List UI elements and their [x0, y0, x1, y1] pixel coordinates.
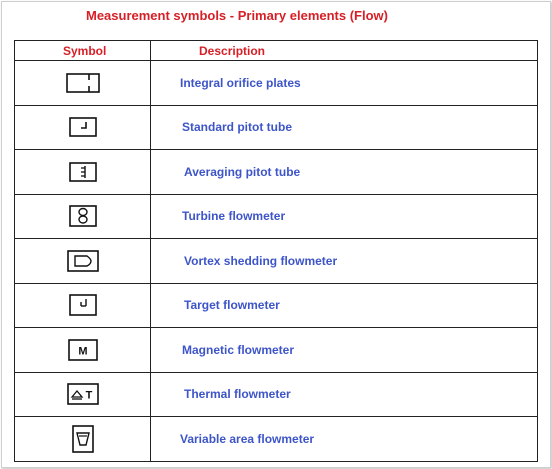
table-row — [15, 61, 538, 106]
symbol-cell — [15, 61, 151, 106]
table-row — [15, 150, 538, 195]
standard-pitot-icon — [69, 117, 97, 137]
description-cell: Variable area flowmeter — [151, 417, 538, 462]
description-cell: Magnetic flowmeter — [151, 328, 538, 373]
turbine-icon — [69, 205, 97, 227]
page-title: Measurement symbols - Primary elements (Flow) — [86, 8, 388, 23]
table-row — [15, 239, 538, 284]
symbol-cell — [15, 105, 151, 150]
description-cell: Standard pitot tube — [151, 105, 538, 150]
target-icon — [69, 294, 97, 316]
table-row — [15, 328, 538, 373]
table-header-row — [15, 41, 538, 61]
orifice-plate-icon — [66, 73, 100, 93]
table-row — [15, 105, 538, 150]
description-cell: Thermal flowmeter — [151, 372, 538, 417]
description-cell: Averaging pitot tube — [151, 150, 538, 195]
symbol-cell — [15, 283, 151, 328]
symbol-cell — [15, 239, 151, 284]
description-cell: Integral orifice plates — [151, 61, 538, 106]
symbol-cell — [15, 372, 151, 417]
magnetic-icon — [68, 339, 98, 361]
variable-area-icon — [72, 425, 94, 453]
description-cell: Turbine flowmeter — [151, 194, 538, 239]
description-cell: Target flowmeter — [151, 283, 538, 328]
symbol-cell — [15, 150, 151, 195]
table-row — [15, 194, 538, 239]
symbols-table — [14, 40, 538, 462]
magnetic-symbol-letter: M — [77, 345, 88, 358]
symbol-cell — [15, 194, 151, 239]
table-row — [15, 372, 538, 417]
symbol-cell — [15, 417, 151, 462]
averaging-pitot-icon — [69, 162, 97, 182]
header-description: Description — [151, 41, 538, 61]
thermal-icon — [67, 383, 99, 405]
thermal-symbol-letter: T — [85, 389, 92, 402]
table-row — [15, 283, 538, 328]
header-symbol: Symbol — [15, 41, 151, 61]
vortex-icon — [67, 250, 99, 272]
table-row — [15, 417, 538, 462]
description-cell: Vortex shedding flowmeter — [151, 239, 538, 284]
symbol-cell — [15, 328, 151, 373]
